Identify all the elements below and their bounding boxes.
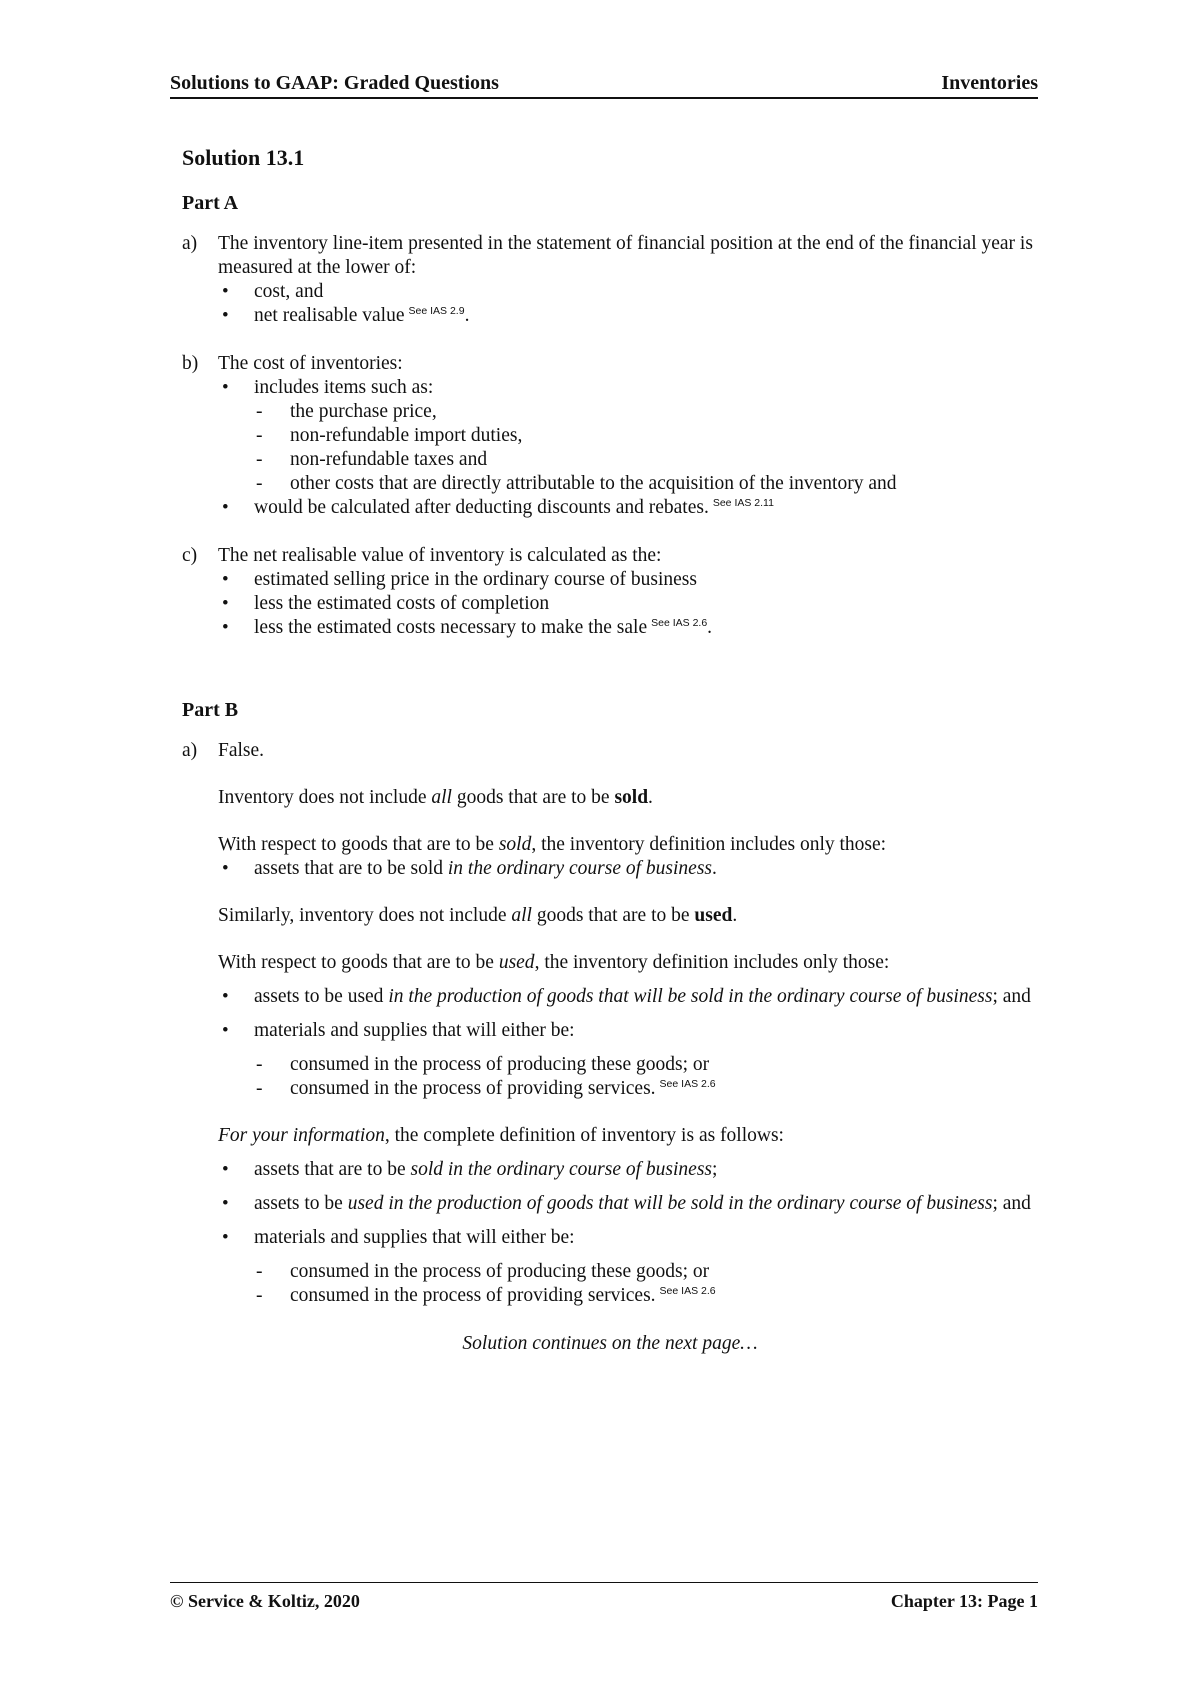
list-item-text: less the estimated costs necessary to make the sale [254, 617, 648, 638]
emphasis: sold [498, 834, 532, 855]
question-text: The inventory line-item presented in the statement of financial position at the end of the financial year is measured at the lower of: [218, 233, 1033, 278]
list-item [218, 304, 1038, 328]
question-label: a) [182, 233, 198, 254]
dash-item [254, 1077, 1038, 1101]
bullet-list [218, 496, 1038, 520]
list-item [218, 1192, 1038, 1216]
emphasis: used [498, 952, 535, 973]
emphasis: in the ordinary course of business [447, 858, 713, 879]
list-item: • cost, and [218, 280, 1038, 304]
list-item [218, 616, 1038, 640]
emphasis: sold in the ordinary course of business [410, 1159, 713, 1180]
question-text: The cost of inventories: [218, 353, 403, 374]
question-label: b) [182, 353, 199, 374]
dash-item: - non-refundable taxes and [254, 448, 1038, 472]
ias-reference: See IAS 2.6 [659, 1285, 716, 1297]
header-chapter-title: Inventories [941, 72, 1038, 94]
text-run: With respect to goods that are to be [218, 952, 499, 973]
part-b-question-a [182, 739, 1038, 1308]
dash-list [218, 1260, 1038, 1308]
ias-reference: See IAS 2.11 [712, 497, 774, 509]
bullet-list [218, 568, 1038, 640]
question-text: The net realisable value of inventory is calculated as the: [218, 545, 662, 566]
ias-reference: See IAS 2.6 [659, 1078, 716, 1090]
paragraph [218, 786, 1038, 810]
bullet-list [218, 857, 1038, 881]
part-a-question-c [182, 544, 1038, 640]
text-run: consumed in the process of providing services. [290, 1285, 656, 1306]
text-run: assets that are to be sold [254, 858, 448, 879]
text-run: . [732, 905, 738, 926]
dash-list [218, 400, 1038, 496]
paragraph [218, 833, 1038, 857]
emphasis: in the production of goods that will be sold in the ordinary course of business [388, 986, 993, 1007]
list-item: • materials and supplies that will either be: [218, 1019, 1038, 1043]
text-run: With respect to goods that are to be [218, 834, 499, 855]
list-item [218, 985, 1038, 1009]
bullet-list [218, 985, 1038, 1043]
answer-text: False. [218, 740, 265, 761]
text-run: ; [712, 1159, 718, 1180]
punctuation: . [464, 305, 470, 326]
list-item: • includes items such as: [218, 376, 1038, 400]
text-run: ; and [992, 1193, 1031, 1214]
dash-item: - consumed in the process of producing these goods; or [254, 1053, 1038, 1077]
continuation-note: Solution continues on the next page… [462, 1333, 758, 1354]
list-item [218, 857, 1038, 881]
dash-list [218, 1053, 1038, 1101]
list-item-text: net realisable value [254, 305, 405, 326]
bullet-list [218, 280, 1038, 328]
part-a-question-b [182, 352, 1038, 520]
part-b-heading: Part B [182, 699, 239, 721]
text-run: Inventory does not include [218, 787, 432, 808]
paragraph [218, 951, 1038, 975]
text-run: , the inventory definition includes only those: [531, 834, 887, 855]
ias-reference: See IAS 2.9 [408, 305, 465, 317]
question-label: c) [182, 545, 198, 566]
list-item [218, 1158, 1038, 1182]
dash-item: - consumed in the process of producing these goods; or [254, 1260, 1038, 1284]
dash-item: - the purchase price, [254, 400, 1038, 424]
text-run: assets to be [254, 1193, 348, 1214]
footer-copyright: © Service & Koltiz, 2020 [170, 1591, 360, 1611]
header-book-title: Solutions to GAAP: Graded Questions [170, 72, 499, 94]
text-run: assets to be used [254, 986, 389, 1007]
ias-reference: See IAS 2.6 [651, 617, 708, 629]
running-footer [170, 1582, 1038, 1613]
text-run: . [712, 858, 717, 879]
strong-text: used [694, 905, 733, 926]
solution-title: Solution 13.1 [182, 145, 305, 170]
part-a-question-a [182, 232, 1038, 328]
paragraph [218, 1124, 1038, 1148]
emphasis: all [511, 905, 532, 926]
text-run: . [648, 787, 653, 808]
bullet-list [218, 376, 1038, 400]
emphasis: used in the production of goods that will be sold in the ordinary course of business [347, 1193, 993, 1214]
emphasis: all [431, 787, 452, 808]
text-run: consumed in the process of providing services. [290, 1078, 656, 1099]
document-page [170, 0, 1038, 1696]
dash-item: - other costs that are directly attributable to the acquisition of the inventory and [254, 472, 1038, 496]
list-item: • materials and supplies that will either be: [218, 1226, 1038, 1250]
punctuation: . [707, 617, 713, 638]
text-run: ; and [992, 986, 1031, 1007]
strong-text: sold [614, 787, 649, 808]
text-run: goods that are to be [451, 787, 615, 808]
document-content [182, 145, 1038, 1356]
running-header [170, 71, 1038, 99]
list-item: • less the estimated costs of completion [218, 592, 1038, 616]
text-run: Similarly, inventory does not include [218, 905, 512, 926]
list-item [218, 496, 1038, 520]
paragraph [218, 904, 1038, 928]
list-item-text: would be calculated after deducting discounts and rebates. [254, 497, 709, 518]
question-label: a) [182, 740, 198, 761]
text-run: , the inventory definition includes only those: [534, 952, 890, 973]
text-run: goods that are to be [531, 905, 695, 926]
footer-page-number: Chapter 13: Page 1 [890, 1591, 1038, 1611]
text-run: assets that are to be [254, 1159, 411, 1180]
text-run: , the complete definition of inventory is as follows: [384, 1125, 784, 1146]
list-item: • estimated selling price in the ordinary course of business [218, 568, 1038, 592]
dash-item [254, 1284, 1038, 1308]
bullet-list [218, 1158, 1038, 1250]
emphasis: For your information [218, 1125, 385, 1146]
part-a-heading: Part A [182, 192, 239, 214]
dash-item: - non-refundable import duties, [254, 424, 1038, 448]
